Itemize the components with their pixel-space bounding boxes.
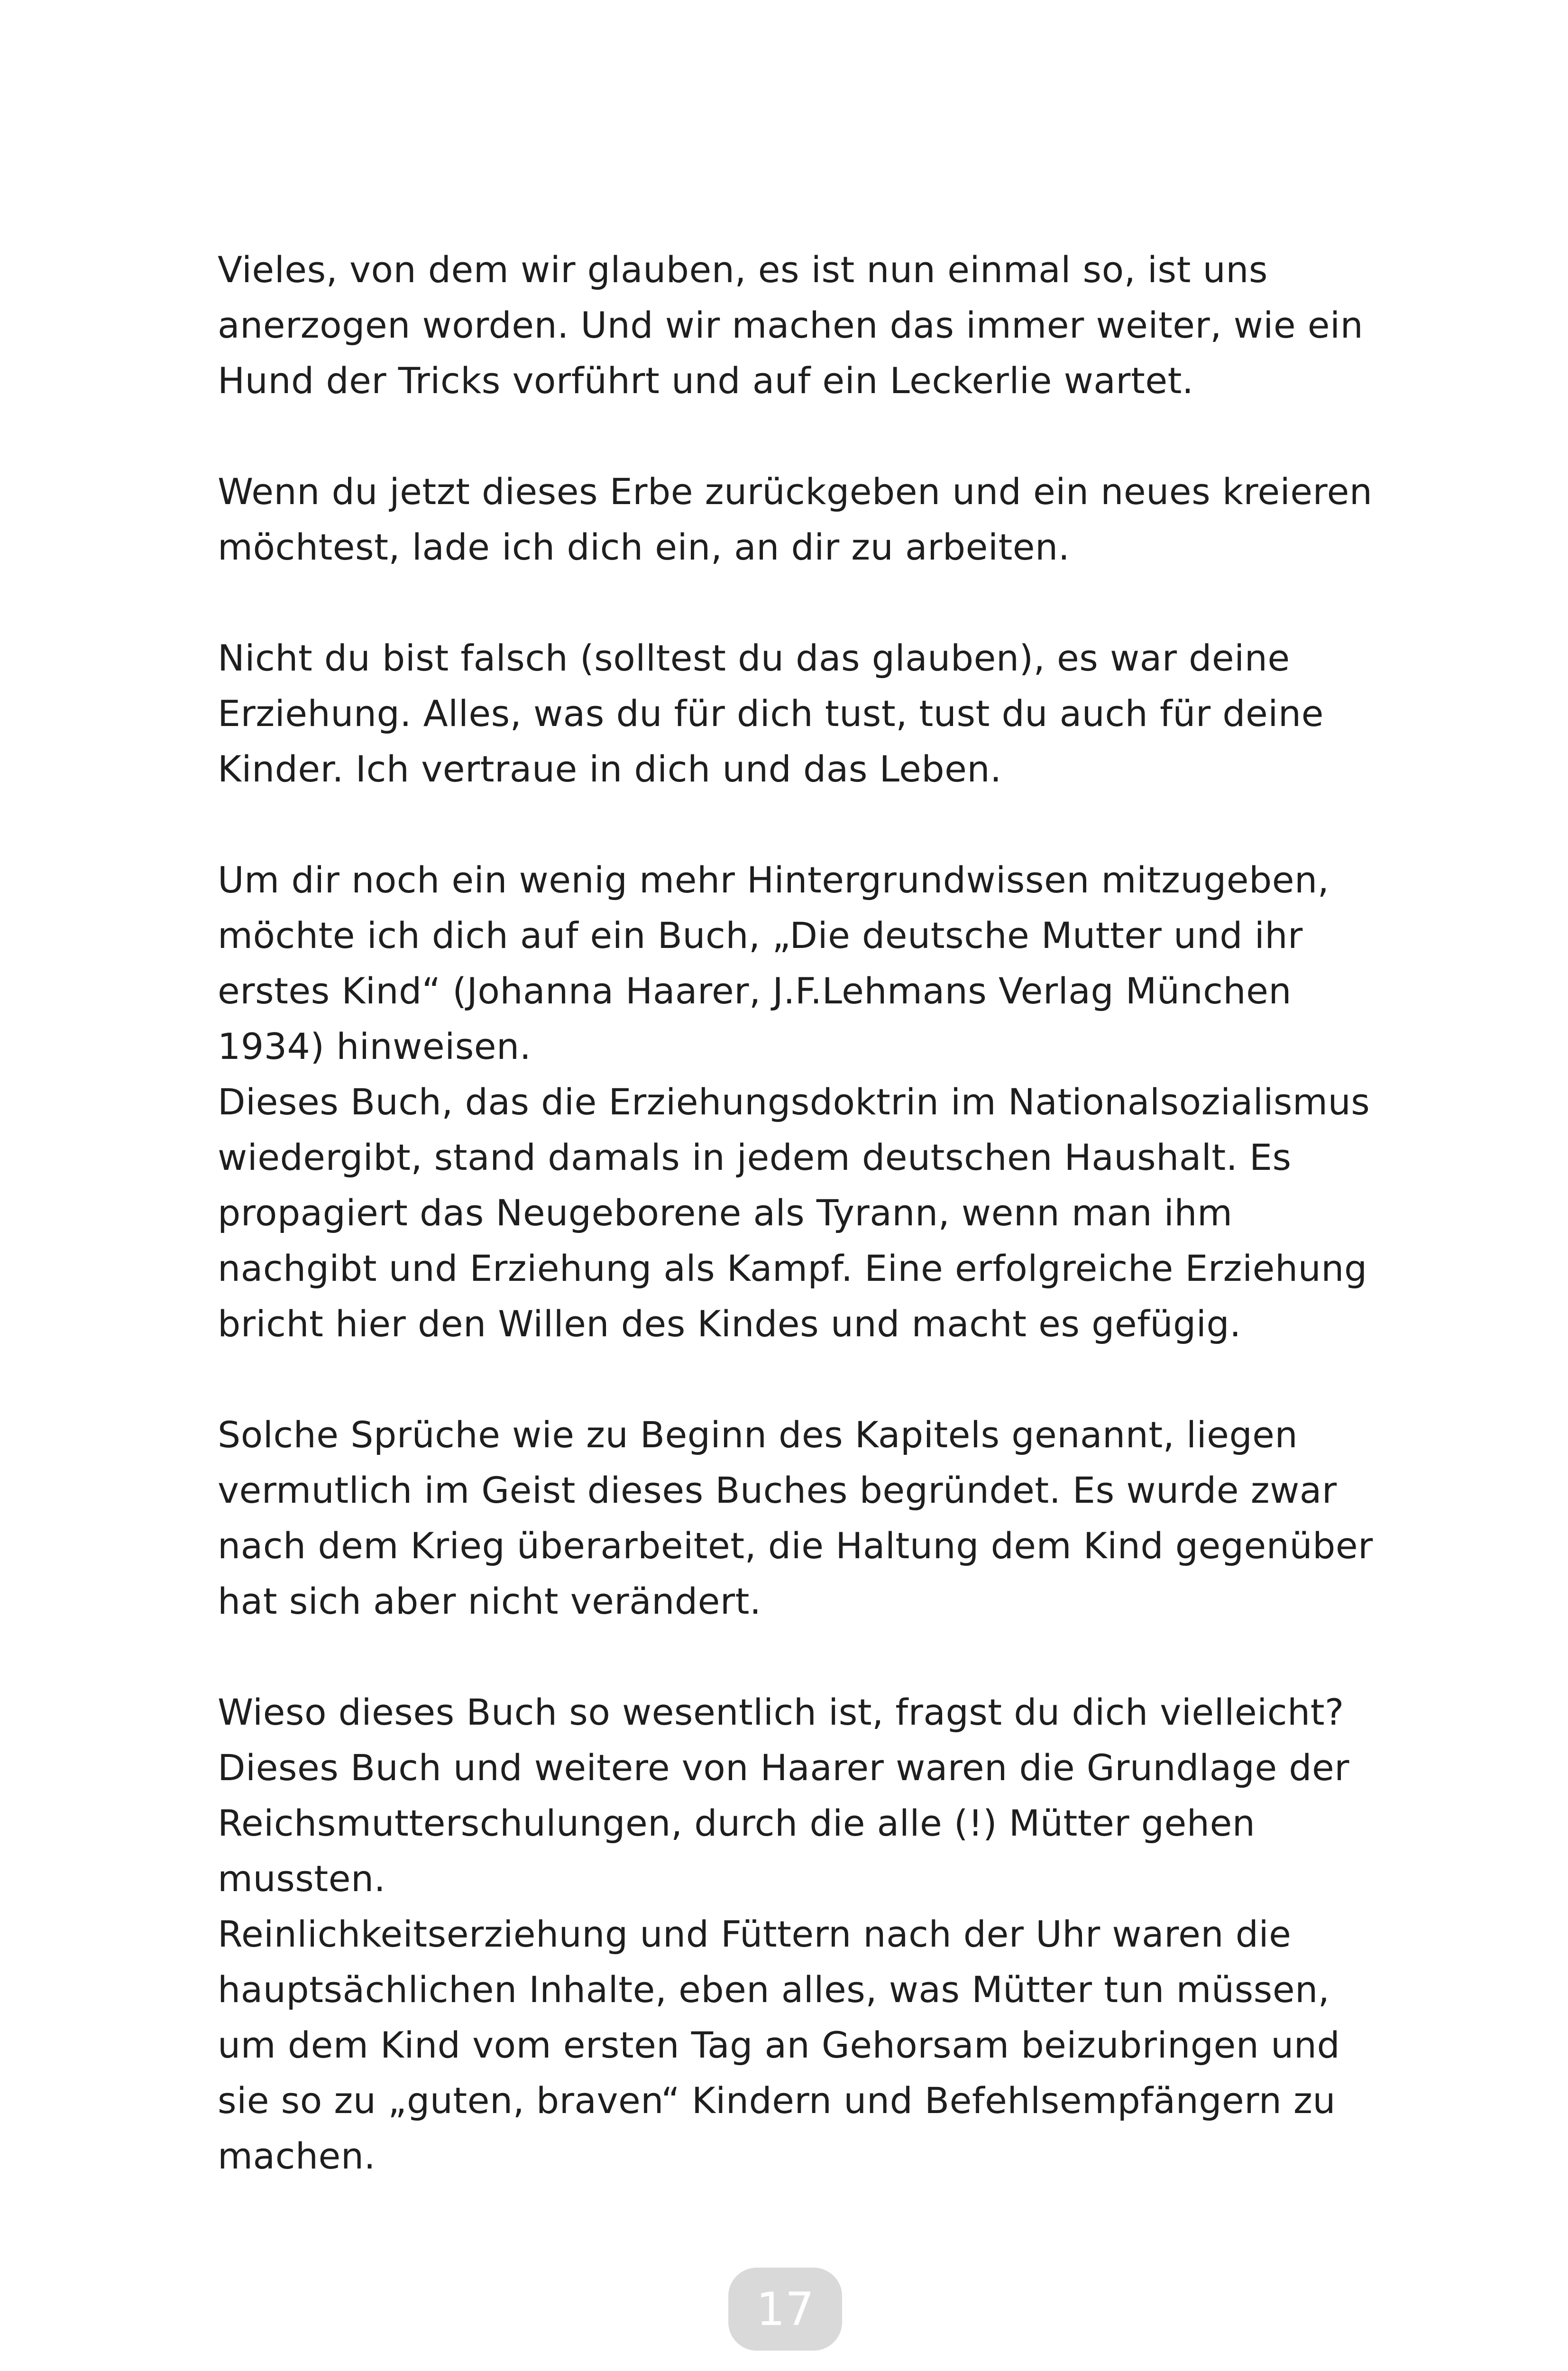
paragraph-6 [218,1407,1379,1629]
text-line: Reichsmutterschulungen, durch die alle (!) Mütter gehen [218,1802,1256,1844]
paragraph-7 [218,1684,1379,1906]
text-line: 1934) hinweisen. [218,1025,532,1067]
paragraph-5 [218,1074,1379,1351]
text-line: Hund der Tricks vorführt und auf ein Leckerlie wartet. [218,359,1194,402]
paragraph-3 [218,630,1379,797]
text-line: Vieles, von dem wir glauben, es ist nun einmal so, ist uns [218,248,1268,291]
paragraph-1 [218,242,1379,408]
text-line: Dieses Buch und weitere von Haarer waren die Grundlage der [218,1746,1350,1789]
paragraph-4 [218,852,1379,1074]
text-line: möchtest, lade ich dich ein, an dir zu arbeiten. [218,526,1070,568]
text-line: Um dir noch ein wenig mehr Hintergrundwissen mitzugeben, [218,859,1330,901]
page-number-badge [728,2268,842,2351]
text-line: Kinder. Ich vertraue in dich und das Leben. [218,748,1002,790]
text-line: hat sich aber nicht verändert. [218,1580,761,1622]
text-line: sie so zu „guten, braven“ Kindern und Befehlsempfängern zu [218,2079,1336,2122]
text-line: propagiert das Neugeborene als Tyrann, wenn man ihm [218,1192,1233,1234]
text-line: hauptsächlichen Inhalte, eben alles, was Mütter tun müssen, [218,1968,1330,2011]
text-line: Erziehung. Alles, was du für dich tust, tust du auch für deine [218,692,1324,735]
text-line: machen. [218,2135,376,2177]
text-line: Nicht du bist falsch (solltest du das glauben), es war deine [218,637,1290,679]
page-number: 17 [756,2282,815,2336]
text-line: um dem Kind vom ersten Tag an Gehorsam beizubringen und [218,2024,1340,2066]
paragraph-2 [218,464,1379,575]
body-text [218,242,1379,2184]
text-line: bricht hier den Willen des Kindes und macht es gefügig. [218,1303,1241,1345]
text-line: vermutlich im Geist dieses Buches begründet. Es wurde zwar [218,1469,1337,1511]
text-line: Dieses Buch, das die Erziehungsdoktrin im Nationalsozialismus [218,1081,1370,1123]
text-line: Wieso dieses Buch so wesentlich ist, fragst du dich vielleicht? [218,1691,1344,1733]
text-line: anerzogen worden. Und wir machen das immer weiter, wie ein [218,304,1364,346]
text-line: Solche Sprüche wie zu Beginn des Kapitels genannt, liegen [218,1414,1298,1456]
text-line: nach dem Krieg überarbeitet, die Haltung dem Kind gegenüber [218,1525,1373,1567]
text-line: Reinlichkeitserziehung und Füttern nach der Uhr waren die [218,1913,1292,1955]
text-line: wiedergibt, stand damals in jedem deutschen Haushalt. Es [218,1136,1292,1178]
text-line: Wenn du jetzt dieses Erbe zurückgeben und ein neues kreieren [218,470,1373,513]
paragraph-8 [218,1906,1379,2184]
text-line: möchte ich dich auf ein Buch, „Die deutsche Mutter und ihr [218,914,1303,956]
text-line: nachgibt und Erziehung als Kampf. Eine erfolgreiche Erziehung [218,1247,1367,1289]
text-line: erstes Kind“ (Johanna Haarer, J.F.Lehmans Verlag München [218,970,1292,1012]
text-line: mussten. [218,1857,386,1900]
